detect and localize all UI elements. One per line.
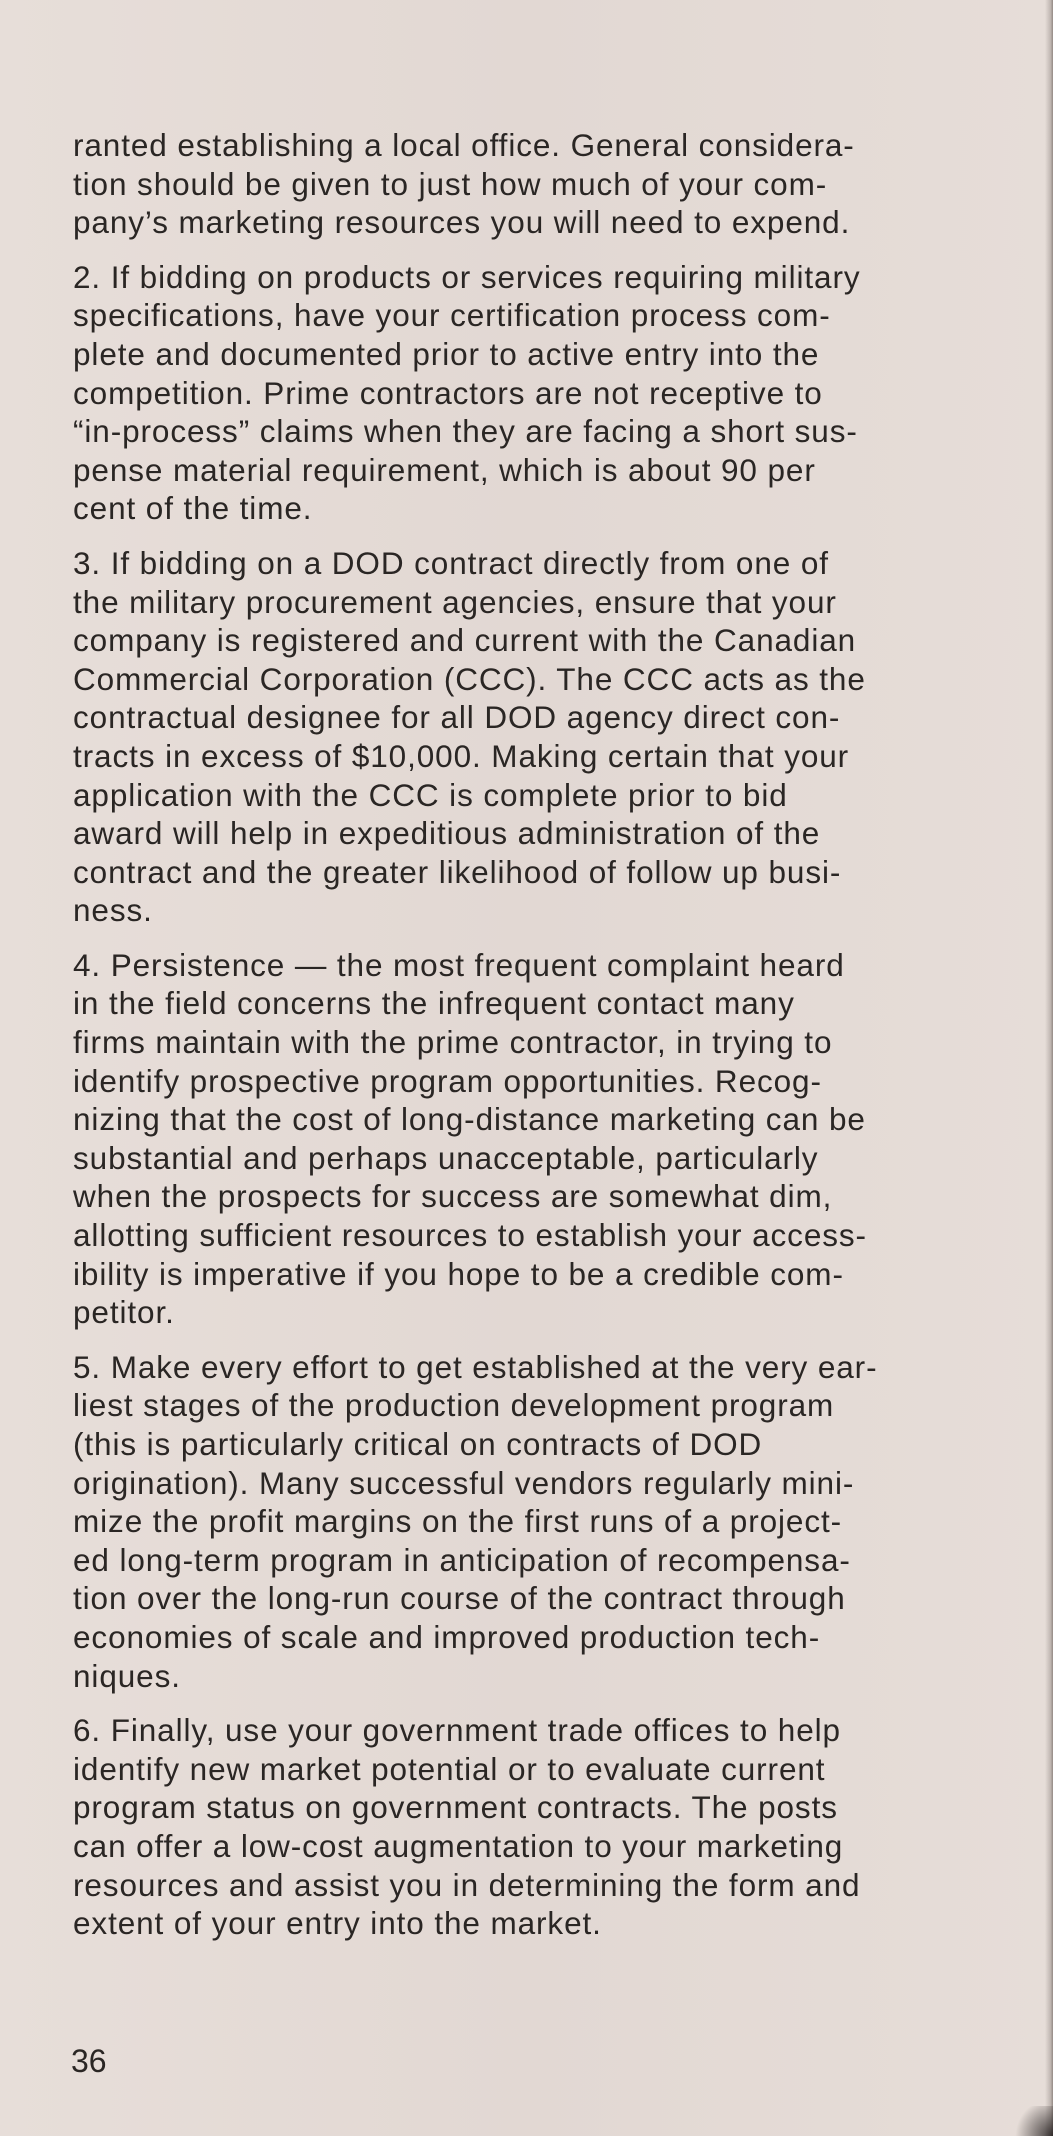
body-text xyxy=(73,126,993,1959)
paragraph-item-6 xyxy=(73,1711,993,1943)
text-line: application with the CCC is complete prior to bid xyxy=(73,776,788,813)
text-line: award will help in expeditious administration of the xyxy=(73,815,821,852)
text-line: allotting sufficient resources to establish your access- xyxy=(73,1217,867,1254)
text-line: can offer a low-cost augmentation to your marketing xyxy=(73,1827,844,1864)
text-line: pany’s marketing resources you will need to expend. xyxy=(73,204,851,241)
text-line: tion over the long-run course of the contract through xyxy=(73,1580,846,1617)
text-line: 5. Make every effort to get established at the very ear- xyxy=(73,1348,878,1385)
paragraph-intro-continuation xyxy=(73,126,993,242)
text-line: substantial and perhaps unacceptable, particularly xyxy=(73,1139,819,1176)
text-line: 4. Persistence — the most frequent complaint heard xyxy=(73,946,845,983)
text-line: 2. If bidding on products or services requiring military xyxy=(73,258,861,295)
paragraph-item-3 xyxy=(73,544,993,930)
text-line: niques. xyxy=(73,1657,181,1694)
paragraph-item-5 xyxy=(73,1348,993,1695)
text-line: contract and the greater likelihood of follow up busi- xyxy=(73,853,842,890)
text-line: resources and assist you in determining the form and xyxy=(73,1866,861,1903)
text-line: mize the profit margins on the first runs of a project- xyxy=(73,1503,843,1540)
text-line: identify prospective program opportunities. Recog- xyxy=(73,1062,822,1099)
text-line: 3. If bidding on a DOD contract directly from one of xyxy=(73,544,829,581)
text-line: firms maintain with the prime contractor, in trying to xyxy=(73,1024,833,1061)
text-line: ed long-term program in anticipation of recompensa- xyxy=(73,1541,851,1578)
text-line: tion should be given to just how much of your com- xyxy=(73,165,828,202)
text-line: cent of the time. xyxy=(73,490,313,527)
text-line: tracts in excess of $10,000. Making certain that your xyxy=(73,737,850,774)
corner-shadow xyxy=(1013,2106,1053,2136)
text-line: specifications, have your certification process com- xyxy=(73,297,831,334)
text-line: plete and documented prior to active entry into the xyxy=(73,335,820,372)
text-line: “in-process” claims when they are facing a short sus- xyxy=(73,413,858,450)
text-line: competition. Prime contractors are not receptive to xyxy=(73,374,823,411)
text-line: ibility is imperative if you hope to be a credible com- xyxy=(73,1255,844,1292)
text-line: origination). Many successful vendors regularly mini- xyxy=(73,1464,855,1501)
text-line: liest stages of the production development program xyxy=(73,1387,835,1424)
paragraph-item-2 xyxy=(73,258,993,528)
text-line: pense material requirement, which is about 90 per xyxy=(73,451,816,488)
text-line: in the field concerns the infrequent contact many xyxy=(73,985,795,1022)
text-line: Commercial Corporation (CCC). The CCC acts as the xyxy=(73,660,866,697)
page-number: 36 xyxy=(71,2043,107,2079)
text-line: nizing that the cost of long-distance marketing can be xyxy=(73,1101,866,1138)
text-line: identify new market potential or to evaluate current xyxy=(73,1750,826,1787)
text-line: 6. Finally, use your government trade offices to help xyxy=(73,1712,841,1749)
text-line: (this is particularly critical on contracts of DOD xyxy=(73,1426,763,1462)
text-line: economies of scale and improved production tech- xyxy=(73,1618,821,1655)
text-line: program status on government contracts. The posts xyxy=(73,1789,838,1826)
page-edge-shadow xyxy=(1045,0,1053,2136)
text-line: company is registered and current with the Canadian xyxy=(73,622,857,659)
text-line: ness. xyxy=(73,892,153,929)
text-line: ranted establishing a local office. General considera- xyxy=(73,127,855,163)
text-line: contractual designee for all DOD agency direct con- xyxy=(73,699,841,736)
text-line: extent of your entry into the market. xyxy=(73,1905,602,1942)
text-line: when the prospects for success are somewhat dim, xyxy=(73,1178,833,1215)
text-line: the military procurement agencies, ensure that your xyxy=(73,583,837,620)
paragraph-item-4 xyxy=(73,946,993,1332)
text-line: petitor. xyxy=(73,1294,175,1331)
